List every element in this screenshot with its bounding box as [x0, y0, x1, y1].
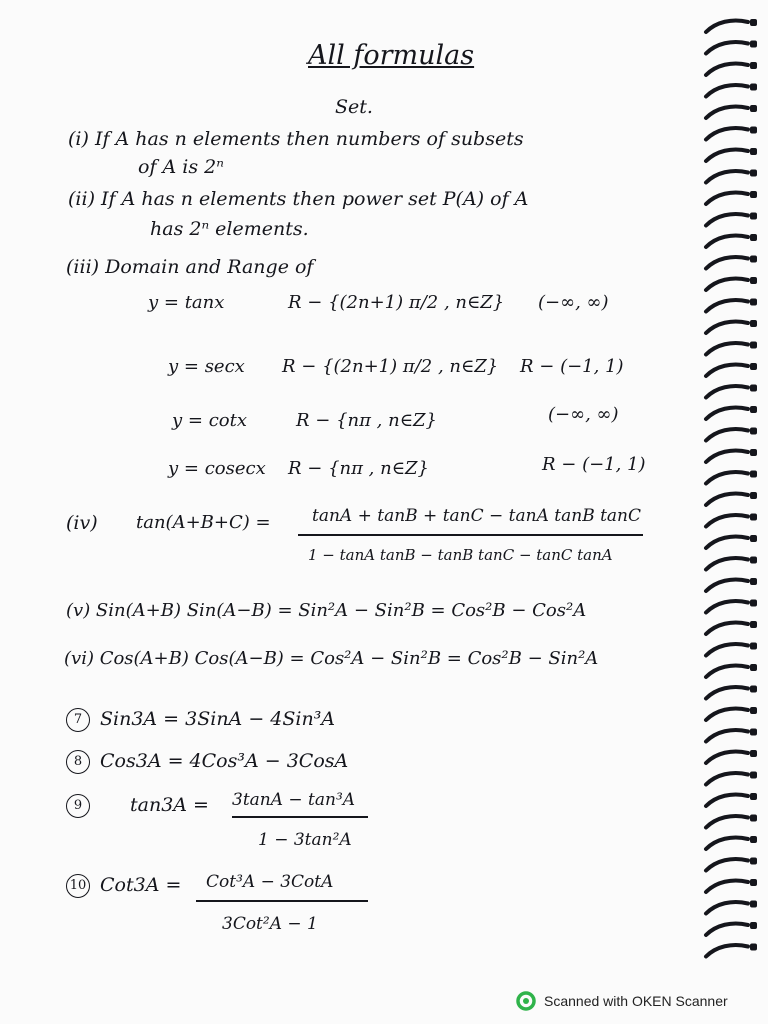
spiral-hole [750, 105, 757, 112]
formula-line-9-lhs: tan3A = [130, 794, 209, 816]
spiral-hole [750, 858, 757, 865]
spiral-hole [750, 514, 757, 521]
spiral-hole [750, 901, 757, 908]
spiral-hole [750, 213, 757, 220]
fraction-denominator: 3Cot²A − 1 [222, 914, 318, 934]
spiral-hole [750, 363, 757, 370]
tan-domain: R − {(2n+1) π/2 , n∈Z} [288, 292, 505, 313]
formula-line-1b: of A is 2ⁿ [138, 156, 224, 178]
formula-line-5: (v) Sin(A+B) Sin(A−B) = Sin²A − Sin²B = Cos²B − Cos²A [66, 600, 587, 621]
spiral-hole [750, 492, 757, 499]
spiral-coil [706, 902, 748, 914]
spiral-coil [706, 536, 748, 548]
cosec-function: y = cosecx [168, 458, 266, 479]
spiral-coil [706, 106, 748, 118]
spiral-coil [706, 751, 748, 763]
spiral-hole [750, 449, 757, 456]
spiral-coil [706, 558, 748, 570]
spiral-coil [706, 923, 748, 935]
formula-line-4-lhs: tan(A+B+C) = [136, 512, 271, 533]
spiral-coil [706, 708, 748, 720]
formula-line-10-lhs: Cot3A = [100, 874, 182, 896]
scanner-footer [516, 990, 728, 1012]
fraction-denominator: 1 − tanA tanB − tanB tanC − tanC tanA [308, 546, 613, 564]
formula-line-2b: has 2ⁿ elements. [150, 218, 309, 240]
spiral-coil [706, 278, 748, 290]
spiral-hole [750, 277, 757, 284]
spiral-hole [750, 772, 757, 779]
spiral-hole [750, 428, 757, 435]
number-circle-10: 10 [66, 874, 90, 898]
tan-range: (−∞, ∞) [538, 292, 609, 313]
spiral-hole [750, 406, 757, 413]
spiral-coil [706, 214, 748, 226]
spiral-hole [750, 299, 757, 306]
spiral-hole [750, 170, 757, 177]
spiral-coil [706, 730, 748, 742]
cot-range: (−∞, ∞) [548, 404, 619, 425]
spiral-hole [750, 750, 757, 757]
formula-line-3: (iii) Domain and Range of [66, 256, 314, 278]
spiral-hole [750, 879, 757, 886]
spiral-coil [706, 601, 748, 613]
page-title: All formulas [308, 40, 475, 71]
spiral-coil [706, 321, 748, 333]
fraction-numerator: 3tanA − tan³A [232, 790, 356, 810]
spiral-hole [750, 256, 757, 263]
spiral-coil [706, 622, 748, 634]
section-heading: Set. [335, 96, 373, 118]
scanner-logo-icon [516, 991, 536, 1011]
spiral-coil [706, 687, 748, 699]
spiral-hole [750, 707, 757, 714]
notebook-spiral-binding [702, 10, 760, 980]
formula-line-10-fraction [196, 872, 396, 942]
spiral-coil [706, 472, 748, 484]
fraction-numerator: tanA + tanB + tanC − tanA tanB tanC [312, 506, 642, 526]
spiral-coil [706, 20, 748, 32]
spiral-coil [706, 493, 748, 505]
spiral-coil [706, 773, 748, 785]
spiral-coil [706, 665, 748, 677]
number-circle-9: 9 [66, 794, 90, 818]
spiral-coil [706, 235, 748, 247]
number-circle-7: 7 [66, 708, 90, 732]
spiral-coil [706, 407, 748, 419]
spiral-coil [706, 816, 748, 828]
spiral-hole [750, 944, 757, 951]
formula-line-8 [66, 750, 348, 774]
spiral-coil [706, 63, 748, 75]
fraction-bar [298, 534, 643, 536]
spiral-coil [706, 128, 748, 140]
spiral-hole [750, 191, 757, 198]
spiral-hole [750, 385, 757, 392]
spiral-coil [706, 42, 748, 54]
spiral-coil [706, 257, 748, 269]
spiral-coil [706, 364, 748, 376]
spiral-hole [750, 342, 757, 349]
spiral-coil [706, 794, 748, 806]
spiral-coil [706, 386, 748, 398]
spiral-hole [750, 535, 757, 542]
fraction-bar [232, 816, 368, 818]
number-circle-8: 8 [66, 750, 90, 774]
spiral-hole [750, 148, 757, 155]
spiral-hole [750, 62, 757, 69]
formula-line-4-label: (iv) [66, 512, 98, 534]
cosec-range: R − (−1, 1) [542, 454, 646, 475]
spiral-hole [750, 815, 757, 822]
spiral-hole [750, 922, 757, 929]
spiral-hole [750, 643, 757, 650]
spiral-coil [706, 429, 748, 441]
spiral-hole [750, 836, 757, 843]
spiral-hole [750, 686, 757, 693]
spiral-hole [750, 578, 757, 585]
spiral-coil [706, 149, 748, 161]
cot-domain: R − {nπ , n∈Z} [296, 410, 437, 431]
spiral-hole [750, 84, 757, 91]
cosec-domain: R − {nπ , n∈Z} [288, 458, 429, 479]
spiral-coil [706, 85, 748, 97]
formula-line-9 [66, 794, 100, 818]
sec-range: R − (−1, 1) [520, 356, 624, 377]
formula-line-10 [66, 874, 181, 898]
formula-line-6: (vi) Cos(A+B) Cos(A−B) = Cos²A − Sin²B = Cos²B − Sin²A [64, 648, 599, 669]
spiral-hole [750, 127, 757, 134]
sec-domain: R − {(2n+1) π/2 , n∈Z} [282, 356, 499, 377]
spiral-hole [750, 793, 757, 800]
spiral-hole [750, 621, 757, 628]
formula-line-8-text: Cos3A = 4Cos³A − 3CosA [100, 750, 349, 772]
spiral-hole [750, 664, 757, 671]
spiral-coil [706, 945, 748, 957]
spiral-hole [750, 729, 757, 736]
spiral-hole [750, 320, 757, 327]
spiral-hole [750, 234, 757, 241]
spiral-coil [706, 343, 748, 355]
formula-line-7 [66, 708, 335, 732]
cot-function: y = cotx [172, 410, 247, 431]
spiral-coil [706, 300, 748, 312]
formula-line-4-fraction [298, 506, 678, 574]
formula-line-1a: (i) If A has n elements then numbers of subsets [68, 128, 524, 150]
tan-function: y = tanx [148, 292, 225, 313]
spiral-coil [706, 515, 748, 527]
spiral-coil [706, 644, 748, 656]
spiral-coil [706, 859, 748, 871]
formula-line-9-fraction [232, 790, 432, 856]
fraction-bar [196, 900, 368, 902]
scanner-watermark-text: Scanned with OKEN Scanner [544, 993, 728, 1009]
spiral-coil [706, 579, 748, 591]
fraction-numerator: Cot³A − 3CotA [206, 872, 334, 892]
spiral-coil [706, 837, 748, 849]
spiral-coil [706, 880, 748, 892]
sec-function: y = secx [168, 356, 245, 377]
spiral-hole [750, 471, 757, 478]
spiral-hole [750, 557, 757, 564]
formula-line-2a: (ii) If A has n elements then power set P(A) of A [68, 188, 529, 210]
spiral-coil [706, 192, 748, 204]
formula-line-7-text: Sin3A = 3SinA − 4Sin³A [100, 708, 336, 730]
spiral-hole [750, 19, 757, 26]
spiral-hole [750, 600, 757, 607]
fraction-denominator: 1 − 3tan²A [258, 830, 352, 850]
spiral-coil [706, 171, 748, 183]
spiral-hole [750, 41, 757, 48]
spiral-coil [706, 450, 748, 462]
